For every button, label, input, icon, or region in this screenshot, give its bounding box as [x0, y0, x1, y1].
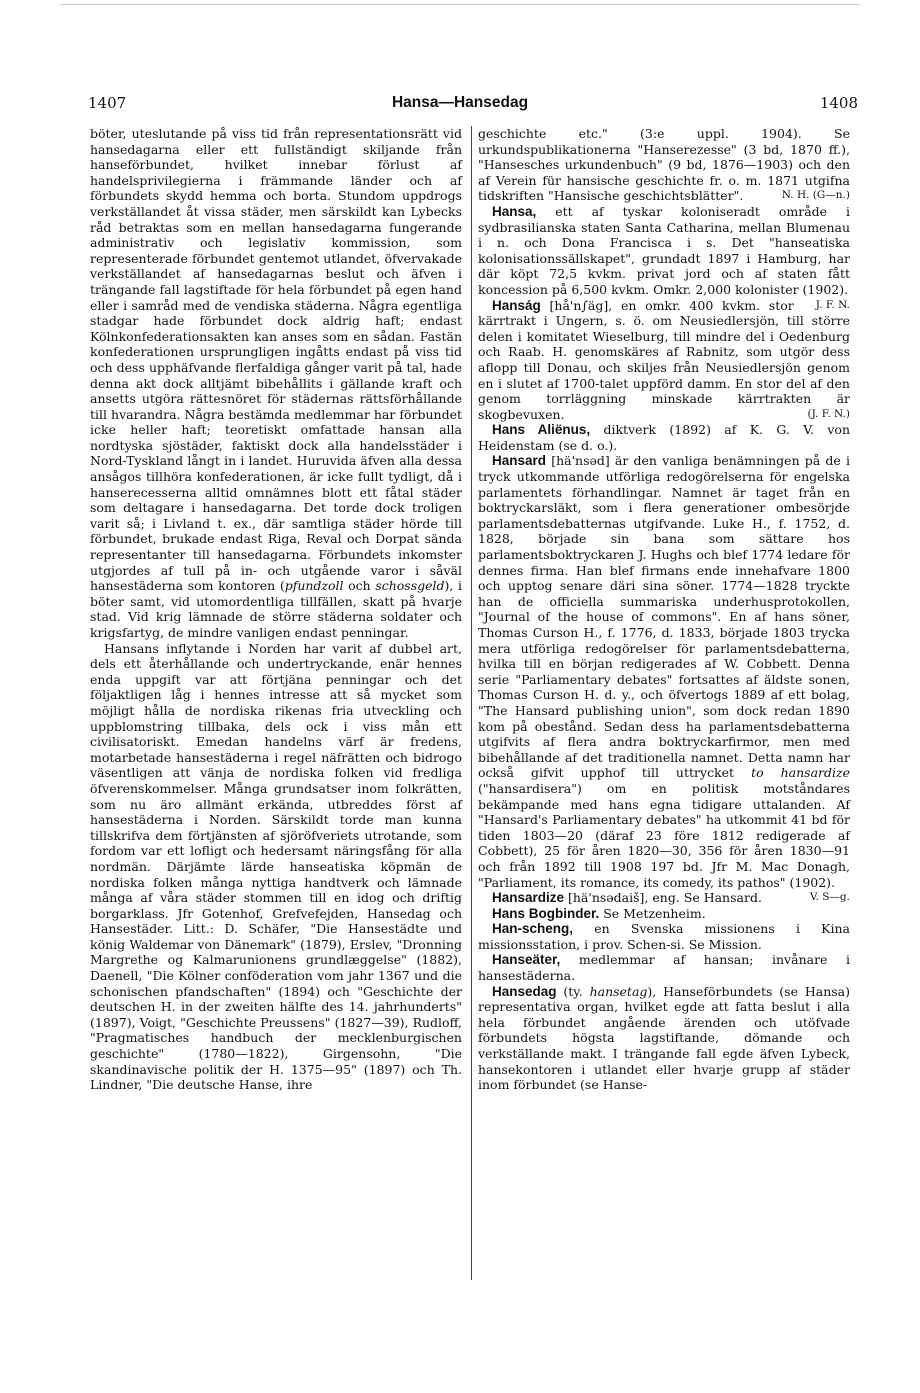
headword: Hans Bogbinder.: [492, 905, 600, 921]
entry-hansard: Hansard [hä'nsəd] är den vanliga benämningen på de i tryck utkommande utförliga redogörelserna för engelska parlamentets förhandlingar. Namnet är taget från en boktryckarsläkt, som i flera generationer ombesörjde parlamentsdebatternas utgifvande. Luke H., f. 1752, d. 1828, började sin bana som sättare hos parlamentsboktryckaren J. Hughs och blef 1774 ledare för dennes firma. Han blef firmans ende innehafvare 1800 och upptog senare däri sina söner. 1774—1828 tryckte han de officiella summariska underhusprotokollen, "Journal of the house of commons". En af hans söner, Thomas Curson H., f. 1776, d. 1833, började 1803 trycka mera utförliga redogörelser för parlamentsdebatterna, hvilka till en början redigerades af W. Cobbett. Denna serie "Parliamentary debates" fortsattes af äldste sonen, Thomas Curson H. d. y., och öfvertogs 1889 af ett bolag, "The Hansard publishing union", som dock redan 1890 kom på obestånd. Sedan dess ha parlamentsdebatterna utgifvits af flera andra boktryckarfirmor, men med bibehållande af det traditionella namnet. Detta namn har också gifvit upphof till uttrycket to hansardize ("hansardisera") om en politisk motståndares bekämpande med hans egna tidigare uttalanden. Af "Hansard's Parliamentary debates" ha utkommit 41 bd för tiden 1803—20 (däraf 23 före 1812 redigerade af Cobbett), 25 för åren 1820—30, 356 för åren 1830—91 och från 1892 till 1908 197 bd. Jfr M. Mac Donagh, "Parliament, its romance, its comedy, its pathos" (1902). V. S—g.: [478, 453, 850, 890]
entry-hanseater: Hanseäter, medlemmar af hansan; invånare i hansestäderna.: [478, 952, 850, 984]
headword: Hansardize: [492, 890, 565, 906]
right-column: [478, 126, 850, 1093]
page-title: Hansa—Hansedag: [391, 94, 529, 111]
headword: Hans Aliënus,: [492, 422, 591, 438]
entry-hansedag: Hansedag (ty. hansetag), Hanseförbundets (se Hansa) representativa organ, hvilket egde att fatta beslut i alla hela förbundet angående ärenden och utöfvade förbundets högsta lagstiftande, dömande och verkställande makt. I trängande fall egde äfven Lybeck, hansekontoren i utlandet eller hvarje grupp af städer inom förbundet (se Hanse-: [478, 983, 850, 1093]
entry-hansa-brazil: Hansa, ett af tyskar koloniseradt område i sydbrasilianska staten Santa Catharina, mellan Blumenau i n. och Dona Francisca i s. Det "hanseatiska kolonisationssällskapet", grundadt 1897 i Hamburg, har där köpt 72,5 kvkm. privat jord och af staten fått koncession på 6,500 kvkm. Omkr. 2,000 kolonister (1902). J. F. N.: [478, 204, 850, 298]
headword: Hanseäter,: [492, 952, 561, 968]
top-rule: [60, 4, 860, 5]
entry-han-scheng: Han-scheng, en Svenska missionens i Kina missionsstation, i prov. Schen-si. Se Mission.: [478, 921, 850, 952]
author-signature: J. F. N.: [815, 298, 850, 311]
entry-hans-bogbinder: Hans Bogbinder. Se Metzenheim.: [492, 905, 706, 921]
headword: Hansa,: [492, 203, 537, 219]
author-signature: (J. F. N.): [807, 407, 850, 420]
headword: Hanság: [492, 297, 541, 313]
headword: Hansard: [492, 453, 547, 469]
entry-hans-alienus: Hans Aliënus, diktverk (1892) af K. G. V. von Heidenstam (se d. o.).: [478, 422, 850, 453]
headword: Han-scheng,: [492, 921, 574, 937]
author-signature: V. S—g.: [809, 891, 850, 904]
page-number-right: 1408: [819, 94, 858, 112]
entry-hansardize: Hansardize [hä'nsədaiš], eng. Se Hansard.: [492, 890, 762, 906]
column-divider: [471, 126, 472, 1280]
left-column: [90, 126, 462, 1093]
page-number-left: 1407: [88, 94, 127, 112]
headword: Hansedag: [492, 983, 557, 999]
paragraph-hansa-continued: böter, uteslutande på viss tid från representationsrätt vid hansedagarna eller ett fullständigt skiljande från hanseförbundet, hvilket innebar förlust af handelsprivilegierna i främmande länder och af förbundets skydd hemma och borta. Stundom uppdrogs verkställandet åt vissa städer, men särskildt kan Lybecks råd betraktas som en mellan hansedagarna fungerande administrativ och legislativ kommission, som representerade förbundet gentemot utlandet, öfvervakade verkställandet af hansedagarnas beslut och äfven i trängande fall lagstiftade för hela förbundet på egen hand eller i samråd med de vendiska städerna. Några egentliga stadgar hade förbundet dock aldrig haft; endast Kölnkonfederationsakten kan anses som en sådan. Fastän konfederationen ursprungligen ingåtts endast på viss tid och dess upphäfvande flerfaldiga gånger varit på tal, hade denna akt dock alltjämt bibehållits i gällande kraft och ansetts utgöra rättesnöret för städernas rättsförhållande till hvarandra. Några bestämda medlemmar har förbundet icke heller haft; teoretiskt omfattade hansan alla nordtyska sjöstäder, faktiskt dock alla handelsstäder i Nord-Tyskland långt in i landet. Huruvida äfven alla dessa ansågos tillhöra konfederationen, är icke fullt tydligt, då i hanserecesserna alltid omnämnes blott ett fåtal städer som deltagare i hansedagarna. Det torde dock troligen varit så; i Livland t. ex., där samtliga städer hörde till förbundet, brukade endast Riga, Reval och Dorpat sända representanter till hansedagarna. Förbundets inkomster utgjordes af tull på in- och utgående varor i såväl hansestäderna som kontoren (pfundzoll och schossgeld), i böter samt, vid utomordentliga tillfällen, skatt på hvarje stad. Vid krig lämnade de större städerna soldater och krigsfartyg, de mindre vanligen endast penningar.: [90, 126, 462, 640]
paragraph-hansa-norden: Hansans inflytande i Norden har varit af dubbel art, dels ett återhållande och undertryckande, enär hennes enda uppgift var att förtjäna penningar och det följaktligen låg i hennes intresse att så mycket som möjligt hålla de nordiska rikenas fria utveckling och uppblomstring tillbaka, dels ock i viss mån ett civilisatoriskt. Emedan handelns värf är fredens, motarbetade hansestäderna i regel näfrätten och bidrogo väsentligen att vänja de nordiska folken vid fredliga öfverenskommelser. Många grundsatser inom folkrätten, som nu äro allmänt erkända, utbreddes först af hansestäderna i Norden. Särskildt torde man kunna tillskrifva dem förtjänsten af sjöröfveriets utrotande, som fordom var ett lofligt och hedersamt näringsfång för alla nordmän. Därjämte lärde hanseatiska köpmän de nordiska folken många nyttiga handtverk och lämnade många af våra städer stommen till en idog och driftig borgarklass. Jfr Gotenhof, Grefvefejden, Hansedag och Hansestäder. Litt.: D. Schäfer, "Die Hansestädte und könig Waldemar von Dänemark" (1879), Erslev, "Dronning Margrethe og Kalmarunionens grundlæggelse" (1882), Daenell, "Die Kölner conföderation vom jahr 1367 und die schonischen pfandschaften" (1894) och "Geschichte der deutschen H. in der zweiten hälfte des 14. jahrhunderts" (1897), Voigt, "Geschichte Preussens" (1827—39), Rudloff, "Pragmatisches handbuch der mecklenburgischen geschichte" (1780—1822), Girgensohn, "Die skandinavische politik der H. 1375—95" (1897) och Th. Lindner, "Die deutsche Hanse, ihre: [90, 640, 462, 1093]
entry-hansag: Hanság [hå'n∫äg], en omkr. 400 kvkm. stor kärrtrakt i Ungern, s. ö. om Neusiedlersjön, till större delen i komitatet Wieselburg, till mindre del i Oedenburg och Raab. H. genomskäres af Rabnitz, som utgör dess aflopp till Donau, och skiljes från Neusiedlersjön genom en i slutet af 1700-talet uppförd damm. En stor del af den genom torrläggning minskade kärrtrakten är skogbevuxen. (J. F. N.): [478, 297, 850, 422]
author-signature: N. H. (G—n.): [781, 189, 850, 202]
entry-hansa-continued: geschichte etc." (3:e uppl. 1904). Se urkundspublikationerna "Hanserezesse" (3 bd, 1870 ff.), "Hansesches urkundenbuch" (9 bd, 1876—1903) och den af Verein für hansische geschichte fr. o. m. 1871 utgifna tidskriften "Hansische geschichtsblätter". N. H. (G—n.): [478, 126, 850, 204]
